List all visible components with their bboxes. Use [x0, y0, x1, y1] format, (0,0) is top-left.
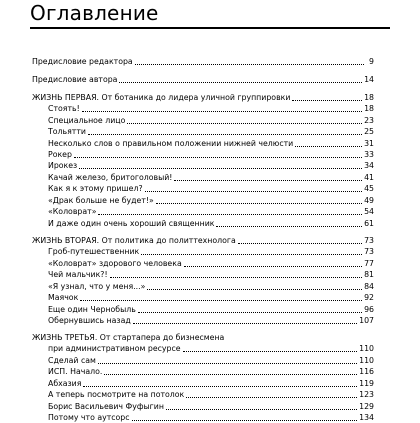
toc-entry: [48, 104, 374, 114]
toc-entry: [48, 293, 374, 303]
dot-leader: [174, 180, 362, 181]
toc-entry-title: Чей мальчик?!: [48, 270, 108, 279]
toc-entry: [48, 196, 374, 206]
toc-page-number: 110: [359, 344, 374, 353]
toc-entry: [48, 150, 374, 160]
toc-page-number: 129: [359, 402, 374, 411]
toc-page-number: 14: [364, 75, 374, 84]
toc-entry: [48, 219, 374, 229]
toc-page-number: 92: [364, 293, 374, 302]
toc-entry: [48, 282, 374, 292]
toc-entry: [48, 139, 374, 149]
dot-leader: [119, 82, 362, 83]
toc-page-number: 18: [364, 104, 374, 113]
toc-page-number: 73: [364, 247, 374, 256]
toc-part-entry: [32, 333, 374, 343]
toc-page-number: 31: [364, 139, 374, 148]
dot-leader: [74, 157, 362, 158]
toc-entry-title: при административном ресурсе: [48, 344, 181, 353]
dot-leader: [156, 203, 362, 204]
toc-entry: [48, 356, 374, 366]
toc-entry-title: ЖИЗНЬ ВТОРАЯ. От политика до политтехнолога: [32, 236, 236, 245]
toc-part-entry: [32, 57, 374, 67]
toc-entry: [48, 316, 374, 326]
toc-page-number: 61: [364, 219, 374, 228]
toc-entry: [48, 259, 374, 269]
toc-page-number: 45: [364, 184, 374, 193]
toc-entry-title: Качай железо, бритоголовый!: [48, 173, 173, 182]
toc-entry-title: Сделай сам: [48, 356, 96, 365]
toc-entry-title: Специальное лицо: [48, 116, 126, 125]
toc-entry: [48, 116, 374, 126]
toc-entry-title: «Я узнал, что у меня...»: [48, 282, 146, 291]
toc-page-number: 81: [364, 270, 374, 279]
toc-entry-title: Маячок: [48, 293, 79, 302]
dot-leader: [82, 111, 362, 112]
toc-entry-title: ИСП. Начало.: [48, 367, 103, 376]
toc-page-number: 73: [364, 236, 374, 245]
toc-page-number: 134: [359, 413, 374, 422]
toc-page-number: 41: [364, 173, 374, 182]
dot-leader: [141, 254, 362, 255]
title-rule: [30, 27, 390, 29]
toc-entry-title: ЖИЗНЬ ТРЕТЬЯ. От стартапера до бизнесмена: [32, 333, 225, 342]
toc-entry: [48, 270, 374, 280]
toc-page-number: 18: [364, 93, 374, 102]
toc-entry-title: «Драк больше не будет!»: [48, 196, 154, 205]
toc-entry-title: Предисловие автора: [32, 75, 118, 84]
dot-leader: [183, 351, 358, 352]
dot-leader: [83, 386, 357, 387]
toc-entry: [48, 305, 374, 315]
dot-leader: [98, 214, 362, 215]
dot-leader: [292, 100, 362, 101]
dot-leader: [166, 409, 357, 410]
dot-leader: [295, 146, 362, 147]
toc-page-number: 9: [369, 57, 374, 66]
dot-leader: [145, 191, 362, 192]
dot-leader: [238, 243, 362, 244]
toc-entry-title: «Коловрат» здорового человека: [48, 259, 182, 268]
toc-page-number: 49: [364, 196, 374, 205]
dot-leader: [80, 300, 362, 301]
toc-entry-title: Несколько слов о правильном положении нижней челюсти: [48, 139, 294, 148]
toc-page-number: 107: [359, 316, 374, 325]
dot-leader: [110, 277, 363, 278]
dot-leader: [127, 123, 362, 124]
dot-leader: [88, 134, 362, 135]
toc-entry-title: И даже один очень хороший священник: [48, 219, 215, 228]
toc-page-number: 110: [359, 356, 374, 365]
toc-entry: [48, 247, 374, 257]
toc-part-entry: [32, 75, 374, 85]
toc-entry-title: ЖИЗНЬ ПЕРВАЯ. От ботаника до лидера уличной группировки: [32, 93, 291, 102]
toc-entry-title: А теперь посмотрите на потолок: [48, 390, 185, 399]
toc-part-entry-continuation: [48, 344, 374, 354]
page-title: Оглавление: [30, 1, 159, 25]
toc-entry-title: Обернувшись назад: [48, 316, 131, 325]
dot-leader: [135, 64, 364, 65]
toc-entry: [48, 161, 374, 171]
toc-page-number: 123: [359, 390, 374, 399]
dot-leader: [184, 266, 362, 267]
toc-entry-title: Потому что аутсорс: [48, 413, 130, 422]
toc-entry: [48, 402, 374, 412]
dot-leader: [98, 363, 357, 364]
toc-part-entry: [32, 236, 374, 246]
toc-page-number: 25: [364, 127, 374, 136]
toc-entry-title: Стоять!: [48, 104, 80, 113]
toc-entry: [48, 413, 374, 423]
toc-entry-title: Как я к этому пришел?: [48, 184, 143, 193]
toc-page-number: 54: [364, 207, 374, 216]
toc-entry: [48, 390, 374, 400]
toc-page-number: 34: [364, 161, 374, 170]
toc-page-number: 119: [359, 379, 374, 388]
toc-entry: [48, 173, 374, 183]
toc-entry-title: Ирокез: [48, 161, 78, 170]
toc-entry-title: Рокер: [48, 150, 72, 159]
toc-page-number: 33: [364, 150, 374, 159]
dot-leader: [104, 374, 357, 375]
toc-entry: [48, 127, 374, 137]
toc-entry: [48, 207, 374, 217]
toc-entry-title: Тольятти: [48, 127, 86, 136]
toc-entry-title: Борис Васильевич Фуфыгин: [48, 402, 164, 411]
toc-entry-title: Предисловие редактора: [32, 57, 133, 66]
toc-entry: [48, 367, 374, 377]
dot-leader: [133, 323, 357, 324]
toc-page-number: 23: [364, 116, 374, 125]
toc-page-number: 96: [364, 305, 374, 314]
toc-entry: [48, 379, 374, 389]
toc-entry: [48, 184, 374, 194]
toc-entry-title: Гроб-путешественник: [48, 247, 140, 256]
toc-entry-title: Еще один Чернобыль: [48, 305, 136, 314]
toc-page-number: 116: [359, 367, 374, 376]
dot-leader: [79, 168, 362, 169]
toc-entry-title: Абхазия: [48, 379, 82, 388]
toc-entry-title: «Коловрат»: [48, 207, 97, 216]
toc-part-entry: [32, 93, 374, 103]
toc-page-number: 77: [364, 259, 374, 268]
dot-leader: [132, 420, 358, 421]
dot-leader: [216, 226, 362, 227]
dot-leader: [147, 289, 362, 290]
dot-leader: [186, 397, 357, 398]
dot-leader: [138, 312, 362, 313]
toc-page-number: 84: [364, 282, 374, 291]
